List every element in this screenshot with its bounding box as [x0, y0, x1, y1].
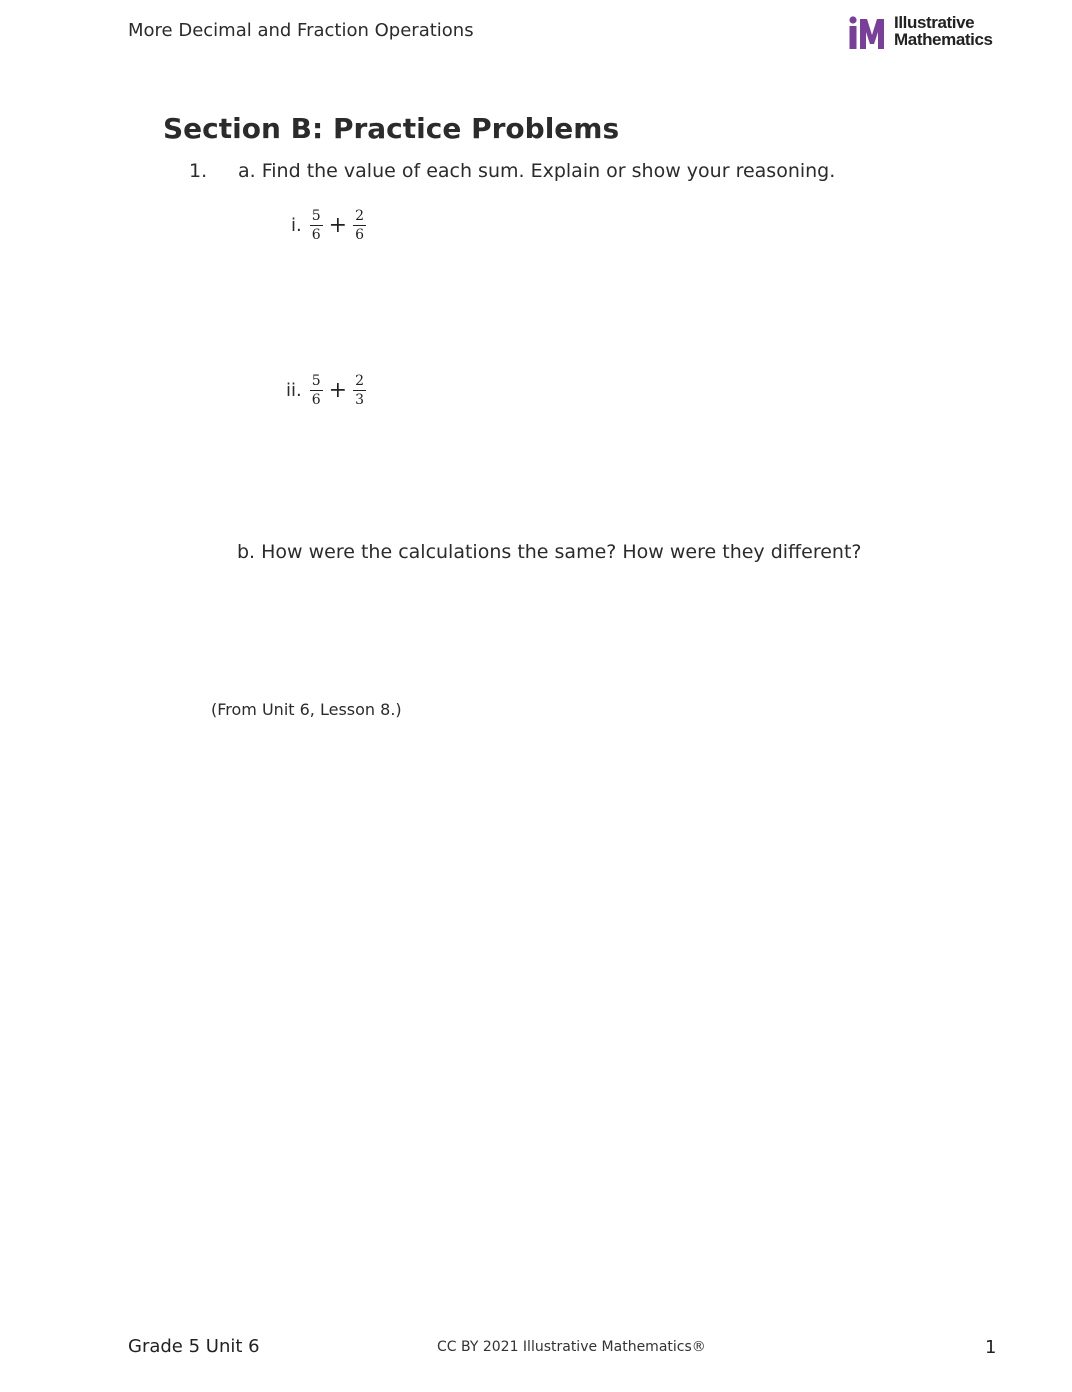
- numerator: 2: [355, 207, 365, 224]
- document-title: More Decimal and Fraction Operations: [128, 20, 474, 41]
- logo-line-2: Mathematics: [894, 30, 993, 49]
- section-heading: Section B: Practice Problems: [163, 112, 620, 145]
- numerator: 5: [311, 372, 321, 389]
- expression-i: [291, 205, 366, 245]
- item-label: ii.: [286, 379, 302, 401]
- logo-line-1: Illustrative: [894, 13, 975, 32]
- expression-ii: [286, 370, 366, 410]
- problem-part-b-prompt: b. How were the calculations the same? How were they different?: [237, 541, 862, 563]
- denominator: 6: [311, 226, 321, 243]
- plus-operator: +: [328, 377, 348, 403]
- numerator: 2: [355, 372, 365, 389]
- lesson-source-note: (From Unit 6, Lesson 8.): [211, 700, 402, 719]
- denominator: 3: [355, 391, 365, 408]
- fraction-second: [353, 209, 366, 242]
- footer-copyright: CC BY 2021 Illustrative Mathematics®: [437, 1339, 706, 1355]
- illustrative-mathematics-logo: [848, 14, 998, 52]
- denominator: 6: [355, 226, 365, 243]
- denominator: 6: [311, 391, 321, 408]
- item-label: i.: [291, 214, 302, 236]
- page-number: 1: [985, 1337, 997, 1358]
- plus-operator: +: [328, 212, 348, 238]
- fraction-first: [310, 374, 323, 407]
- footer-grade-unit: Grade 5 Unit 6: [128, 1336, 260, 1357]
- numerator: 5: [311, 207, 321, 224]
- logo-wordmark: [894, 14, 993, 48]
- problem-number: 1.: [189, 160, 208, 182]
- fraction-second: [353, 374, 366, 407]
- problem-part-a-prompt: a. Find the value of each sum. Explain or show your reasoning.: [238, 160, 836, 182]
- im-logo-icon: [848, 16, 888, 50]
- fraction-first: [310, 209, 323, 242]
